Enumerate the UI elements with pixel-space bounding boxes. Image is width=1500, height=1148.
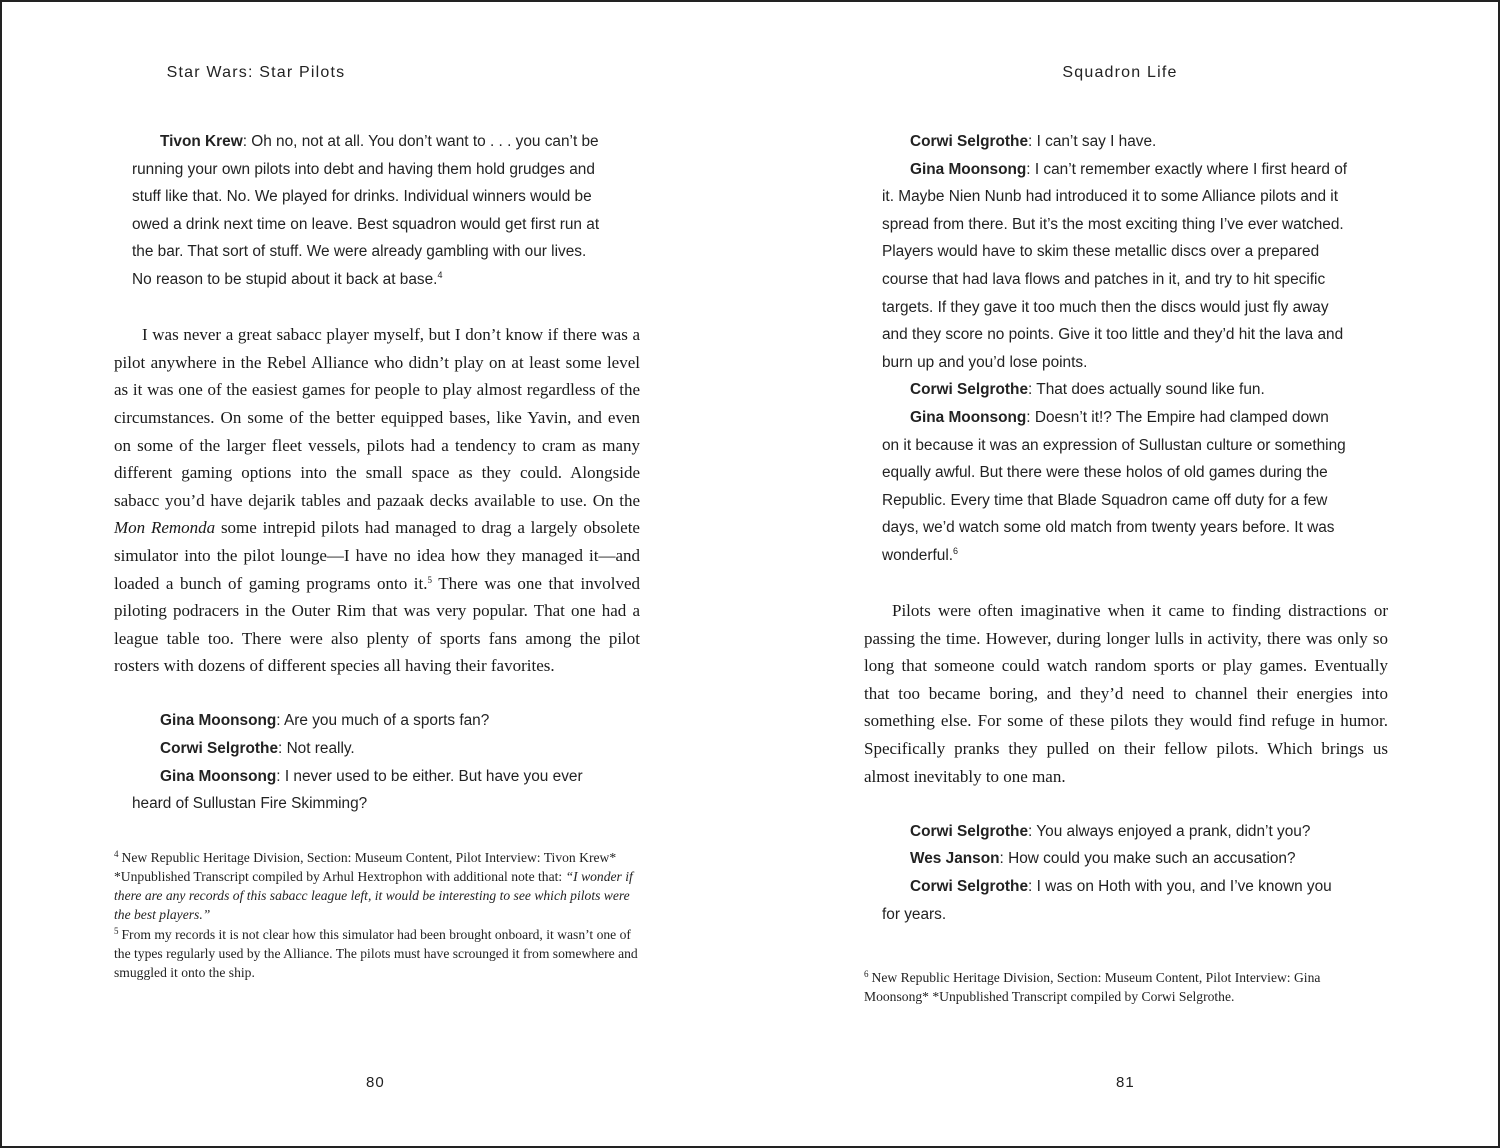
body-paragraph [114,321,640,680]
speaker-name: Corwi Selgrothe [910,822,1029,840]
left-text-block [114,128,640,982]
interview-excerpt [132,128,600,294]
speaker-name: Gina Moonsong [160,767,277,785]
dialogue-line [882,376,1350,404]
dialogue-line [882,404,1350,570]
dialogue-line [132,128,600,294]
speaker-name: Corwi Selgrothe [910,878,1029,896]
footnote-text: New Republic Heritage Division, Section: Museum Content, Pilot Interview: Gina Moonsong* *Unpublished Transcript compiled by Corwi Selgrothe. [864,970,1321,1005]
paragraph-text: There was one that involved piloting podracers in the Outer Rim that was very popular. That one had a league table too. There were also plenty of sports fans among the pilot rosters with dozens of different species all having their favorites. [114,573,640,676]
running-head-left: Star Wars: Star Pilots [166,64,346,81]
body-paragraph [864,597,1388,790]
dialogue-text: : That does actually sound like fun. [1028,381,1265,399]
dialogue-line [132,707,600,735]
speaker-name: Corwi Selgrothe [910,381,1029,399]
speaker-name: Corwi Selgrothe [160,740,279,758]
speaker-name: Gina Moonsong [160,712,277,730]
footnote-ref[interactable]: 6 [953,545,959,556]
dialogue-text: : Not really. [278,740,355,758]
dialogue-line [132,735,600,763]
footnote-ref[interactable]: 4 [437,269,443,280]
right-text-block [864,128,1388,1007]
dialogue-text: : I can’t remember exactly where I first heard of it. Maybe Nien Nunb had introduced it to some Alliance pilots and it spread from there. But it’s the most exciting thing I’ve ever watched. Players would have to skim these metallic discs over a prepared course that had lava flows and patches in it, and try to hit specific targets. If they gave it too much then the discs would just fly away and they score no points. Give it too little and they’d hit the lava and burn up and you’d lose points. [882,160,1348,371]
footnote-text: New Republic Heritage Division, Section: Museum Content, Pilot Interview: Tivon Krew* *Unpublished Transcript compiled by Arhul Hextrophon with additional note that: [114,849,617,885]
dialogue-line [132,763,600,818]
dialogue-text: : You always enjoyed a prank, didn’t you? [1028,822,1311,840]
speaker-name: Gina Moonsong [910,408,1027,426]
footnote-number: 5 [114,925,119,936]
right-page [750,2,1498,1146]
ship-name: Mon Remonda [114,518,216,538]
footnotes [114,848,640,982]
footnote [114,925,640,983]
footnote-number: 4 [114,848,119,859]
speaker-name: Corwi Selgrothe [910,133,1029,150]
paragraph-text: some intrepid pilots had managed to drag a largely obsolete simulator into the pilot lounge—I have no idea how they managed it—and loaded a bunch of gaming programs onto it. [114,518,640,593]
page-number-right: 81 [1116,1074,1135,1091]
dialogue-text: : I was on Hoth with you, and I’ve known you for years. [882,878,1332,923]
dialogue-text: : How could you make such an accusation? [999,850,1296,868]
dialogue-text: : I never used to be either. But have you ever heard of Sullustan Fire Skimming? [132,767,583,813]
speaker-name: Gina Moonsong [910,160,1027,178]
footnote-number: 6 [864,969,869,980]
dialogue-line [882,873,1350,928]
interview-excerpt [882,818,1350,928]
footnote [114,848,640,925]
footnote-text: From my records it is not clear how this simulator had been brought onboard, it wasn’t one of the types regularly used by the Alliance. The pilots must have scrounged it from somewhere and smuggled it onto the ship. [114,926,638,981]
left-page [2,2,750,1146]
footnote-quote: “I wonder if there are any records of this sabacc league left, it would be interesting to see which pilots were the best players.” [114,869,633,923]
page-number-left: 80 [366,1074,385,1091]
dialogue-text: : I can’t say I have. [1028,133,1157,150]
speaker-name: Tivon Krew [160,133,243,150]
footnotes [864,968,1388,1006]
speaker-name: Wes Janson [910,850,1000,868]
dialogue-text: : Doesn’t it!? The Empire had clamped down on it because it was an expression of Sullustan culture or something equally awful. But there were these holos of old games during the Republic. Every time that Blade Squadron came off duty for a few days, we’d watch some old match from twenty years before. It was wonderful. [882,408,1346,564]
dialogue-line [882,845,1350,873]
interview-excerpt [882,128,1350,570]
interview-excerpt [132,707,600,817]
running-head-right: Squadron Life [1062,64,1178,81]
footnote [864,968,1388,1006]
paragraph-text: I was never a great sabacc player myself, but I don’t know if there was a pilot anywhere in the Rebel Alliance who didn’t play on at least some level as it was one of the easiest games for people to play almost regardless of the circumstances. On some of the better equipped bases, like Yavin, and even on some of the larger fleet vessels, pilots had a tendency to cram as many different gaming options into the small space as they could. Alongside sabacc you’d have dejarik tables and pazaak decks available to use. On the [114,325,640,510]
dialogue-line [882,156,1350,377]
dialogue-text: : Oh no, not at all. You don’t want to . . . you can’t be running your own pilots into debt and having them hold grudges and stuff like that. No. We played for drinks. Individual winners would be owed a drink next time on leave. Best squadron would get first run at the bar. That sort of stuff. We were already gambling with our lives. No reason to be stupid about it back at base. [132,133,600,288]
footnote-ref[interactable]: 5 [427,574,432,585]
paragraph-text: Pilots were often imaginative when it came to finding distractions or passing the time. However, during longer lulls in activity, there was only so long that someone could watch random sports or play games. Eventually that too became boring, and they’d need to channel their energies into something else. For some of these pilots they would find refuge in humor. Specifically pranks they pulled on their fellow pilots. Which brings us almost inevitably to one man. [864,601,1388,786]
dialogue-line [882,818,1350,846]
dialogue-text: : Are you much of a sports fan? [276,712,490,730]
dialogue-line [882,128,1350,156]
